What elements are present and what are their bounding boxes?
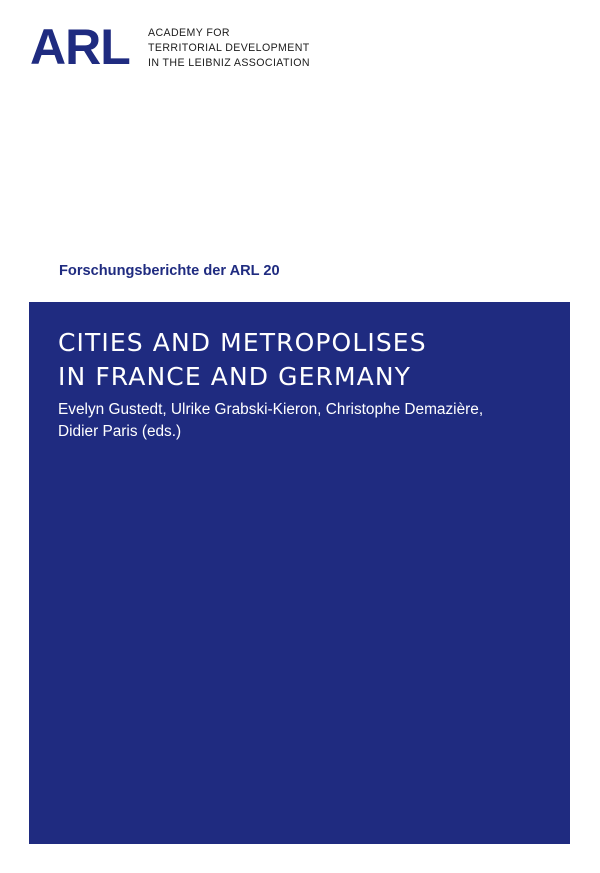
book-title bbox=[58, 326, 558, 394]
logo-mark: ARL bbox=[30, 19, 130, 75]
editors-line: Evelyn Gustedt, Ulrike Grabski-Kieron, Christophe Demazière, bbox=[58, 401, 484, 418]
editors-line: Didier Paris (eds.) bbox=[58, 423, 182, 440]
book-title-line: IN FRANCE AND GERMANY bbox=[58, 362, 412, 391]
book-title-line: CITIES AND METROPOLISES bbox=[58, 328, 427, 357]
logo-wordmark bbox=[148, 26, 348, 71]
logo-line: IN THE LEIBNIZ ASSOCIATION bbox=[148, 57, 310, 69]
editors bbox=[58, 399, 563, 443]
cover-panel bbox=[29, 302, 570, 844]
logo-line: ACADEMY FOR bbox=[148, 27, 230, 39]
series-title: Forschungsberichte der ARL 20 bbox=[59, 263, 280, 279]
logo-line: TERRITORIAL DEVELOPMENT bbox=[148, 42, 310, 54]
